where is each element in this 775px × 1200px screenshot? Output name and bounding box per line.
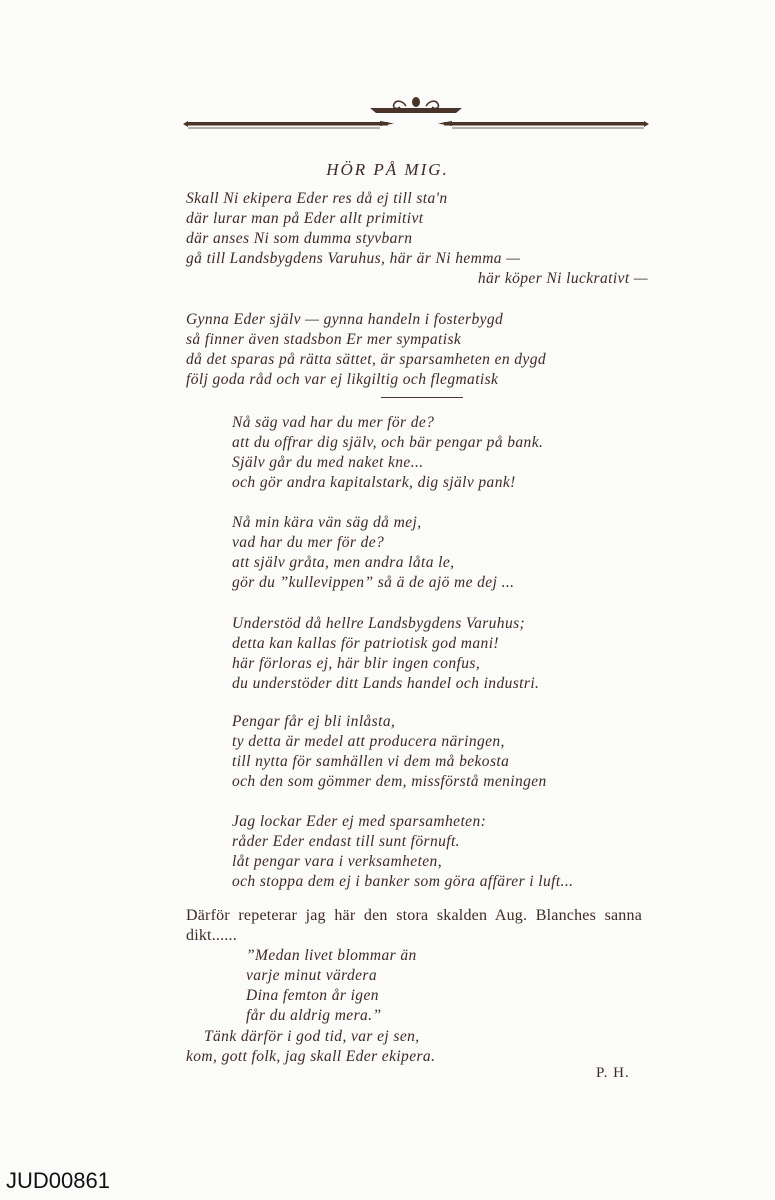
poem-line: Nå min kära vän säg då mej, (232, 514, 422, 531)
poem-line: där lurar man på Eder allt primitivt (186, 210, 424, 227)
poem-line: och stoppa dem ej i banker som göra affärer i luft... (232, 873, 574, 890)
poem-line: att själv gråta, men andra låta le, (232, 554, 455, 571)
poem-line: Pengar får ej bli inlåsta, (232, 713, 396, 730)
poem-line: att du offrar dig själv, och bär pengar på bank. (232, 434, 544, 451)
poem-line: Själv går du med naket kne... (232, 454, 424, 471)
poem-line: och den som gömmer dem, missförstå meningen (232, 773, 547, 790)
poem-line: Gynna Eder själv — gynna handeln i fosterbygd (186, 311, 504, 328)
poem-line: här köper Ni luckrativt — (477, 270, 648, 287)
poem-line: till nytta för samhällen vi dem må bekosta (232, 753, 510, 770)
poem-line: detta kan kallas för patriotisk god mani! (232, 635, 499, 652)
stanza-3 (232, 413, 543, 493)
header-ornament (180, 94, 652, 134)
stanza-7 (232, 812, 573, 892)
stanza-2 (186, 310, 656, 390)
poem-line: här förloras ej, här blir ingen confus, (232, 655, 481, 672)
poem-title: HÖR PÅ MIG. (326, 160, 449, 179)
poem-line: följ goda råd och var ej likgiltig och flegmatisk (186, 371, 499, 388)
closing-line: Tänk därför i god tid, var ej sen, (204, 1028, 420, 1045)
poem-line: då det sparas på rätta sättet, är sparsamheten en dygd (186, 351, 547, 368)
quote-line: ”Medan livet blommar än (246, 947, 417, 964)
poem-line: gör du ”kullevippen” så ä de ajö me dej ... (232, 574, 515, 591)
poem-line: så finner även stadsbon Er mer sympatisk (186, 331, 462, 348)
closing-lines (186, 1027, 435, 1067)
poem-line: där anses Ni som dumma styvbarn (186, 230, 413, 247)
closing-line: kom, gott folk, jag skall Eder ekipera. (186, 1048, 436, 1065)
stanza-6 (232, 712, 547, 792)
quoted-verse (246, 946, 417, 1026)
poem-line: du understöder ditt Lands handel och industri. (232, 675, 540, 692)
poem-line: vad har du mer för de? (232, 534, 385, 551)
stanza-1 (186, 189, 656, 289)
poem-line: Nå säg vad har du mer för de? (232, 414, 435, 431)
poem-line: råder Eder endast till sunt förnuft. (232, 833, 460, 850)
poem-line: ty detta är medel att producera näringen, (232, 733, 505, 750)
poem-line: Skall Ni ekipera Eder res då ej till sta'n (186, 190, 448, 207)
prose-paragraph: Därför repeterar jag här den stora skalden Aug. Blanches sanna dikt...... (186, 907, 642, 944)
poem-line: låt pengar vara i verksamheten, (232, 853, 442, 870)
poem-line: gå till Landsbygdens Varuhus, här är Ni hemma — (186, 250, 521, 267)
signature: P. H. (596, 1065, 630, 1081)
stanza-4 (232, 513, 514, 593)
quote-line: varje minut värdera (246, 967, 378, 984)
section-divider (381, 397, 463, 398)
stanza-5 (232, 614, 539, 694)
poem-line: och gör andra kapitalstark, dig själv pank! (232, 474, 516, 491)
quote-line: Dina femton år igen (246, 987, 379, 1004)
catalog-id-label: JUD00861 (6, 1168, 110, 1193)
poem-line: Jag lockar Eder ej med sparsamheten: (232, 813, 487, 830)
quote-line: får du aldrig mera.” (246, 1007, 382, 1024)
poem-line: Understöd då hellre Landsbygdens Varuhus; (232, 615, 526, 632)
